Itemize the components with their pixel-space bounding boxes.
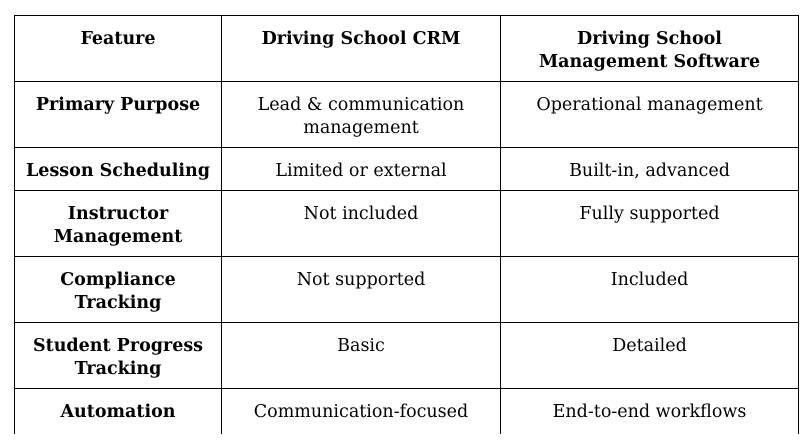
header-management-software: Driving School Management Software <box>501 16 799 82</box>
cell-crm: Lead & communication management <box>222 82 501 148</box>
row-label-instructor-management: Instructor Management <box>15 191 222 257</box>
cell-crm: Not included <box>222 191 501 257</box>
table-row <box>15 191 799 257</box>
cell-crm: Communication-focused <box>222 389 501 434</box>
cell-management-software: Included <box>501 257 799 323</box>
cell-management-software: Detailed <box>501 323 799 389</box>
cell-management-software: Operational management <box>501 82 799 148</box>
cell-crm: Limited or external <box>222 148 501 191</box>
cell-management-software: Built-in, advanced <box>501 148 799 191</box>
table-row <box>15 82 799 148</box>
table-row <box>15 257 799 323</box>
row-label-lesson-scheduling: Lesson Scheduling <box>15 148 222 191</box>
row-label-compliance-tracking: Compliance Tracking <box>15 257 222 323</box>
row-label-student-progress-tracking: Student Progress Tracking <box>15 323 222 389</box>
header-row <box>15 16 799 82</box>
comparison-table <box>14 15 799 434</box>
table-row <box>15 323 799 389</box>
row-label-primary-purpose: Primary Purpose <box>15 82 222 148</box>
table-row <box>15 389 799 434</box>
cell-management-software: Fully supported <box>501 191 799 257</box>
table-row <box>15 148 799 191</box>
header-feature: Feature <box>15 16 222 82</box>
cell-management-software: End-to-end workflows <box>501 389 799 434</box>
cell-crm: Not supported <box>222 257 501 323</box>
header-crm: Driving School CRM <box>222 16 501 82</box>
row-label-automation: Automation <box>15 389 222 434</box>
cell-crm: Basic <box>222 323 501 389</box>
